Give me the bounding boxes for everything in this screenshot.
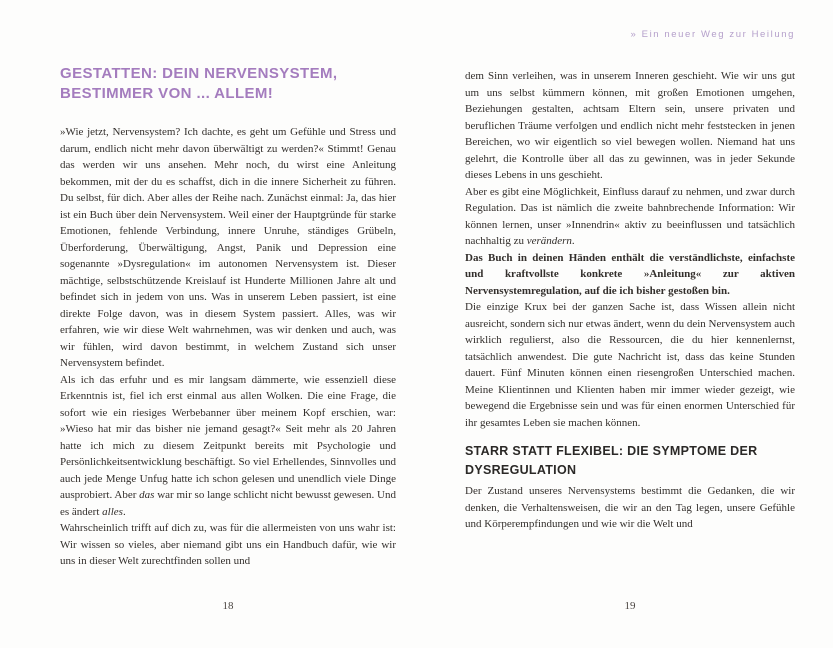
paragraph: »Wie jetzt, Nervensystem? Ich dachte, es geht um Gefühle und Stress und darum, endlich nicht mehr davon überwältigt zu werden?« Stimmt! Genau das werden wir uns ansehen. Mehr noch, du wirst eine Anleitung bekommen, mit der du es schaffst, dich in die innere Sicherheit zu führen. Du selbst, für dich. Aber alles der Reihe nach. Zunächst einmal: Ja, das hier ist ein Buch über dein Nervensystem. Weil einer der Hauptgründe für starke Emotionen, fehlende Verbindung, innere Unruhe, ständiges Grübeln, Überforderung, Überwältigung, Angst, Panik und Depression eine sogenannte »Dysregulation« im autonomen Nervensystem ist. Dieser mächtige, selbstschützende Kreislauf ist Hunderte Millionen Jahre alt und befindet sich in jedem von uns. Was in unserem Leben passiert, ist eine direkte Folge davon, was in diesem System passiert. Alles, was wir erfahren, wie wir diese Welt wahrnehmen, was wir denken und auch, was wir fühlen, wird davon bestimmt, in welchem Zustand sich unser Nervensystem befindet.	[60, 126, 396, 369]
chapter-heading-line-2: BESTIMMER VON ... ALLEM!	[60, 84, 274, 102]
left-page-number: 18	[222, 600, 234, 612]
left-page	[60, 64, 396, 570]
paragraph: Als ich das erfuhr und es mir langsam dämmerte, wie essenziell diese Erkenntnis ist, fiel ich erst einmal aus allen Wolken. Die eine Frage, die sofort wie ein riesiges Werbebanner über meinem Kopf erschien, war: »Wieso hat mir das bisher nie jemand gesagt?« Seit mehr als 20 Jahren hatte ich mich zu diesem Zeitpunkt bereits mit Psychologie und Persönlichkeitsentwicklung beschäftigt. So viel Erhellendes, Sinnvolles und auch jede Menge Unfug hatte ich schon gelesen und unendlich viele Dinge ausprobiert. Aber das war mir so lange schlicht nicht bewusst gewesen. Und es ändert alles.	[60, 373, 396, 518]
paragraph: Die einzige Krux bei der ganzen Sache ist, dass Wissen allein nicht ausreicht, sondern sich nur etwas ändert, wenn du dein Nervensystem auch wirklich regulierst, also die Ressourcen, die du hier kennenlernst, tatsächlich anwendest. Die gute Nachricht ist, dass das keine Stunden dauert. Fünf Minuten können einen riesengroßen Unterschied machen. Meine Klientinnen und Klienten haben mir immer wieder gezeigt, wie bewegend die Ergebnisse sein und was für einen enormen Unterschied für ihr gesamtes Leben sie machen können.	[465, 301, 795, 429]
paragraph: Aber es gibt eine Möglichkeit, Einfluss darauf zu nehmen, und zwar durch Regulation. Das ist nämlich die zweite bahnbrechende Information: Wir können lernen, unser »Innendrin« aktiv zu beeinflussen und tatsächlich nachhaltig zu verändern.	[465, 185, 795, 247]
left-page-body	[60, 124, 396, 570]
right-page	[465, 29, 795, 533]
running-header: » Ein neuer Weg zur Heilung	[630, 29, 795, 40]
paragraph: Wahrscheinlich trifft auf dich zu, was für die allermeisten von uns wahr ist: Wir wissen so vieles, aber niemand gibt uns ein Handbuch dafür, wie wir uns in dieser Welt zurechtfinden sollen und	[60, 522, 396, 567]
paragraph: dem Sinn verleihen, was in unserem Inneren geschieht. Wie wir uns gut um uns selbst kümmern können, mit großen Emotionen umgehen, Beziehungen gestalten, achtsam Eltern sein, unsere privaten und beruflichen Träume verfolgen und endlich nicht mehr feststecken in jenen Bereichen, wo wir eigentlich so viel bewegen wollen. Niemand hat uns gelehrt, die Kontrolle über all das zu gewinnen, was in jeder Sekunde dieses Lebens in uns geschieht.	[465, 70, 795, 181]
paragraph: Der Zustand unseres Nervensystems bestimmt die Gedanken, die wir denken, die Verhaltensweisen, die wir an den Tag legen, unsere Gefühle und Körperempfindungen und wie wir die Welt und	[465, 485, 795, 530]
chapter-heading	[60, 64, 396, 103]
right-page-body	[465, 68, 795, 533]
section-heading: STARR STATT FLEXIBEL: DIE SYMPTOME DER DYSREGULATION	[465, 444, 758, 477]
right-page-number: 19	[624, 600, 636, 612]
callout-paragraph: Das Buch in deinen Händen enthält die verständlichste, einfachste und kraftvollste konkrete »Anleitung« zur aktiven Nervensystemregulation, auf die ich bisher gestoßen bin.	[465, 251, 795, 297]
chapter-heading-line-1: GESTATTEN: DEIN NERVENSYSTEM,	[60, 65, 338, 82]
